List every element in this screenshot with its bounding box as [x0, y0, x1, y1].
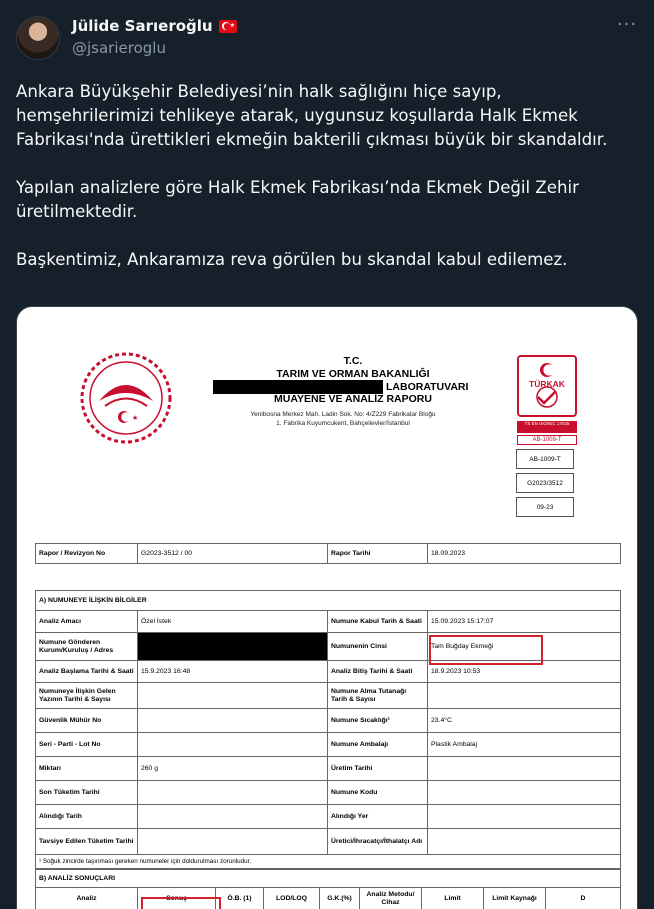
field-value [428, 829, 621, 855]
author-row[interactable] [72, 17, 237, 35]
turkak-brand: TÜRKAK [529, 379, 565, 389]
author-name[interactable]: Jülide Sarıeroğlu [72, 17, 213, 35]
analysis-results-table [35, 869, 621, 909]
field-label: Miktarı [36, 757, 138, 781]
side-box: G2023/3512 [516, 473, 574, 493]
field-value [428, 757, 621, 781]
avatar[interactable] [16, 16, 60, 60]
accreditation-code: AB-1009-T [517, 435, 577, 445]
field-value: 23.4°C [428, 709, 621, 733]
more-options-icon[interactable]: ··· [616, 14, 638, 35]
results-header: G.K.(%) [320, 888, 360, 909]
side-box: AB-1009-T [516, 449, 574, 469]
results-header: Ö.B. (1) [216, 888, 264, 909]
sample-type-value: Tam Buğday Ekmeği [428, 633, 621, 661]
field-label: Güvenlik Mühür No [36, 709, 138, 733]
turkey-flag-icon: ★ [219, 20, 237, 33]
field-label: Üretici/İhracatçı/İthalatçı Adı [328, 829, 428, 855]
side-box: 09-23 [516, 497, 574, 517]
header-line: TARIM VE ORMAN BAKANLIĞI [276, 368, 430, 380]
report-date-value: 18.09.2023 [428, 544, 621, 564]
results-header: D [546, 888, 621, 909]
report-date-label: Rapor Tarihi [328, 544, 428, 564]
field-value [428, 683, 621, 709]
svg-text:★: ★ [132, 415, 139, 422]
section-a-title: A) NUMUNEYE İLİŞKİN BİLGİLER [36, 591, 621, 611]
results-header: Analiz Metodu/ Cihaz [360, 888, 422, 909]
sample-type-highlight [429, 635, 543, 665]
tweet-paragraph: Yapılan analizlere göre Halk Ekmek Fabrikası’nda Ekmek Değil Zehir üretilmektedir. [16, 178, 579, 221]
report-number-table [35, 543, 621, 564]
field-value [138, 829, 328, 855]
address-line: Yenibosna Merkez Mah. Ladin Sok. No: 4/Z229 Fabrikalar Bloğu [250, 411, 436, 418]
field-value [428, 805, 621, 829]
lab-report-document [17, 307, 638, 909]
field-value: 18.9.2023 10:53 [428, 661, 621, 683]
header-line: T.C. [343, 355, 363, 367]
field-value [138, 709, 328, 733]
tweet-media-image[interactable] [16, 306, 638, 909]
tweet-text [16, 80, 638, 296]
field-value: Özel İstek [138, 611, 328, 633]
field-label: Analiz Başlama Tarihi & Saati [36, 661, 138, 683]
lab-label: LABORATUVARI [386, 381, 469, 393]
results-header: Limit [422, 888, 484, 909]
sample-info-table [35, 590, 621, 869]
report-title [213, 355, 493, 381]
field-label: Numune Kabul Tarih & Saati [328, 611, 428, 633]
address-line: 1. Fabrika Kuyumcukent, Bahçelievler/İstanbul [276, 420, 410, 427]
field-label: Analiz Amacı [36, 611, 138, 633]
field-label: Numunenin Cinsi [328, 633, 428, 661]
field-value [138, 781, 328, 805]
field-label: Numune Sıcaklığı¹ [328, 709, 428, 733]
results-header: Limit Kaynağı [484, 888, 546, 909]
accreditation-standard: TS EN ISO/IEC 17025 [517, 421, 577, 433]
field-label: Tavsiye Edilen Tüketim Tarihi [36, 829, 138, 855]
field-value: Plastik Ambalaj [428, 733, 621, 757]
report-no-value: G2023-3512 / 00 [138, 544, 328, 564]
field-value [428, 781, 621, 805]
field-label: Seri - Parti - Lot No [36, 733, 138, 757]
field-label: Son Tüketim Tarihi [36, 781, 138, 805]
tweet-paragraph: Ankara Büyükşehir Belediyesi’nin halk sağlığını hiçe sayıp, hemşehrilerimizi tehlikeye atarak, uygunsuz koşullarda Halk Ekmek Fabrikası'nda ürettikleri ekmeğin bakterili çıkması büyük bir skandaldır. [16, 82, 608, 149]
lab-address [223, 410, 463, 428]
report-no-label: Rapor / Revizyon No [36, 544, 138, 564]
redacted-lab-name [213, 380, 383, 394]
field-label: Numune Gönderen Kurum/Kuruluş / Adres [36, 633, 138, 661]
field-value: 15.09.2023 15:17:07 [428, 611, 621, 633]
field-label: Analiz Bitiş Tarihi & Saati [328, 661, 428, 683]
field-value [138, 683, 328, 709]
field-label: Numune Kodu [328, 781, 428, 805]
results-header: LOD/LOQ [264, 888, 320, 909]
footnote: ¹ Soğuk zincirde taşınması gereken numuneler için doldurulması zorunludur. [36, 855, 621, 869]
section-b-title: B) ANALİZ SONUÇLARI [36, 870, 621, 888]
field-label: Numune Alma Tutanağı Tarih & Sayısı [328, 683, 428, 709]
field-label: Numuneye İlişkin Gelen Yazının Tarihi & Sayısı [36, 683, 138, 709]
author-handle[interactable]: @jsarieroglu [72, 39, 166, 57]
ministry-seal-icon [79, 351, 173, 445]
field-label: Alındığı Yer [328, 805, 428, 829]
tweet-paragraph: Başkentimiz, Ankaramıza reva görülen bu skandal kabul edilemez. [16, 250, 568, 269]
results-header: Analiz [36, 888, 138, 909]
redacted-sender [138, 633, 328, 661]
field-label: Üretim Tarihi [328, 757, 428, 781]
field-value: 15.9.2023 16:48 [138, 661, 328, 683]
field-label: Numune Ambalajı [328, 733, 428, 757]
results-header-result: Sonuç [138, 888, 216, 909]
field-value: 260 g [138, 757, 328, 781]
field-value [138, 805, 328, 829]
report-subtitle: MUAYENE VE ANALİZ RAPORU [274, 393, 432, 405]
field-value [138, 733, 328, 757]
field-label: Alındığı Tarih [36, 805, 138, 829]
result-column-highlight [141, 897, 221, 909]
